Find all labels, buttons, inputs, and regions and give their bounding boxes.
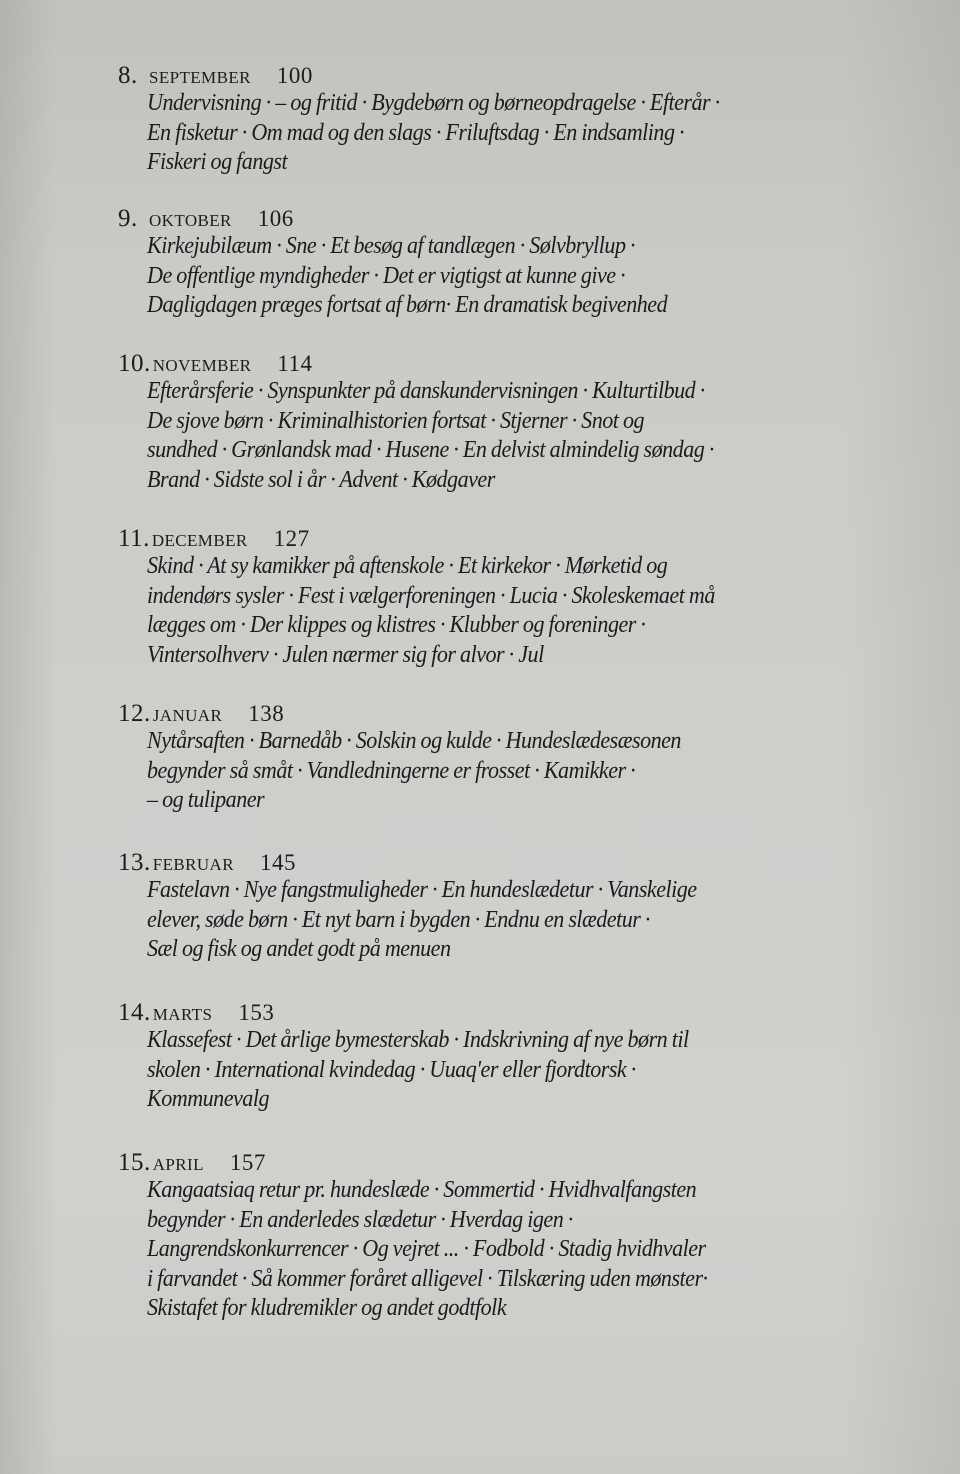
topic-line: Fiskeri og fangst — [147, 149, 288, 175]
entry-heading — [118, 350, 313, 380]
chapter-number: 13. — [118, 849, 151, 876]
topic-line: begynder · En anderledes slædetur · Hverdag igen · — [147, 1206, 573, 1233]
topic-line: Sæl og fisk og andet godt på menuen — [147, 936, 451, 962]
topic-line: sundhed · Grønlandsk mad · Husene · En delvist almindelig søndag · — [147, 437, 714, 463]
topic-line: Efterårsferie · Synspunkter på danskundervisningen · Kulturtilbud · — [147, 378, 705, 404]
entry-heading — [118, 849, 296, 879]
entry-heading — [118, 1149, 266, 1179]
chapter-number: 10. — [118, 350, 151, 377]
chapter-number: 8. — [118, 62, 138, 89]
chapter-month: JANUAR — [152, 706, 223, 725]
topic-line: – og tulipaner — [147, 787, 265, 813]
page-number: 157 — [229, 1150, 266, 1175]
entry-heading — [118, 205, 294, 235]
chapter-month: MARTS — [152, 1005, 213, 1024]
chapter-month: NOVEMBER — [152, 356, 252, 375]
topic-line: begynder så småt · Vandledningerne er frosset · Kamikker · — [147, 757, 636, 784]
page-number: 153 — [238, 1000, 275, 1025]
entry-topics — [147, 1176, 756, 1324]
chapter-number: 11. — [118, 525, 150, 552]
topic-line: Langrendskonkurrencer · Og vejret ... · Fodbold · Stadig hvidhvaler — [147, 1236, 706, 1262]
topic-line: Fastelavn · Nye fangstmuligheder · En hundeslædetur · Vanskelige — [147, 877, 697, 903]
topic-line: Kangaatsiaq retur pr. hundeslæde · Sommertid · Hvidhvalfangsten — [147, 1177, 697, 1203]
topic-line: skolen · International kvindedag · Uuaq'er eller fjordtorsk · — [147, 1056, 636, 1083]
topic-line: elever, søde børn · Et nyt barn i bygden · Endnu en slædetur · — [147, 906, 650, 933]
entry-topics — [147, 89, 770, 178]
entry-topics — [147, 232, 712, 321]
chapter-number: 9. — [118, 205, 138, 232]
topic-line: Nytårsaften · Barnedåb · Solskin og kulde · Hundeslædesæsonen — [147, 728, 681, 754]
topic-line: Klassefest · Det årlige bymesterskab · Indskrivning af nye børn til — [147, 1027, 689, 1053]
topic-line: Kommunevalg — [147, 1086, 270, 1112]
topic-line: i farvandet · Så kommer foråret alligevel · Tilskæring uden mønster· — [147, 1265, 708, 1292]
topic-line: Skind · At sy kamikker på aftenskole · Et kirkekor · Mørketid og — [147, 553, 668, 579]
topic-line: Dagligdagen præges fortsat af børn· En dramatisk begivenhed — [147, 292, 668, 318]
topic-line: Skistafet for kludremikler og andet godtfolk — [147, 1295, 507, 1321]
chapter-month: SEPTEMBER — [149, 68, 251, 87]
topic-line: De sjove børn · Kriminalhistorien fortsat · Stjerner · Snot og — [147, 407, 645, 434]
entry-topics — [147, 552, 764, 670]
chapter-number: 14. — [118, 999, 151, 1026]
page-number: 100 — [276, 63, 313, 88]
entry-heading — [118, 525, 310, 555]
entry-topics — [147, 727, 727, 816]
topic-line: indendørs sysler · Fest i vælgerforeningen · Lucia · Skoleskemaet må — [147, 582, 715, 609]
chapter-month: FEBRUAR — [152, 855, 234, 874]
entry-heading — [118, 999, 274, 1029]
topic-line: Brand · Sidste sol i år · Advent · Kødgaver — [147, 466, 495, 493]
entry-topics — [147, 1026, 736, 1115]
topic-line: De offentlige myndigheder · Det er vigtigst at kunne give · — [147, 262, 626, 289]
page-number: 114 — [277, 351, 313, 376]
entry-topics — [147, 377, 763, 495]
topic-line: lægges om · Der klippes og klistres · Klubber og foreninger · — [147, 612, 646, 638]
page-number: 106 — [257, 206, 294, 231]
chapter-number: 12. — [118, 700, 151, 727]
topic-line: En fisketur · Om mad og den slags · Friluftsdag · En indsamling · — [147, 119, 685, 146]
page-number: 138 — [248, 701, 285, 726]
chapter-number: 15. — [118, 1149, 151, 1176]
page-number: 127 — [273, 526, 310, 551]
topic-line: Kirkejubilæum · Sne · Et besøg af tandlægen · Sølvbryllup · — [147, 233, 636, 259]
page-number: 145 — [259, 850, 296, 875]
chapter-month: APRIL — [152, 1155, 204, 1174]
topic-line: Vintersolhverv · Julen nærmer sig for alvor · Jul — [147, 641, 544, 668]
entry-heading — [118, 62, 313, 92]
topic-line: Undervisning · – og fritid · Bygdebørn og børneopdragelse · Efterår · — [147, 90, 720, 116]
entry-heading — [118, 700, 284, 730]
chapter-month: DECEMBER — [151, 531, 248, 550]
chapter-month: OKTOBER — [149, 211, 232, 230]
entry-topics — [147, 876, 744, 965]
